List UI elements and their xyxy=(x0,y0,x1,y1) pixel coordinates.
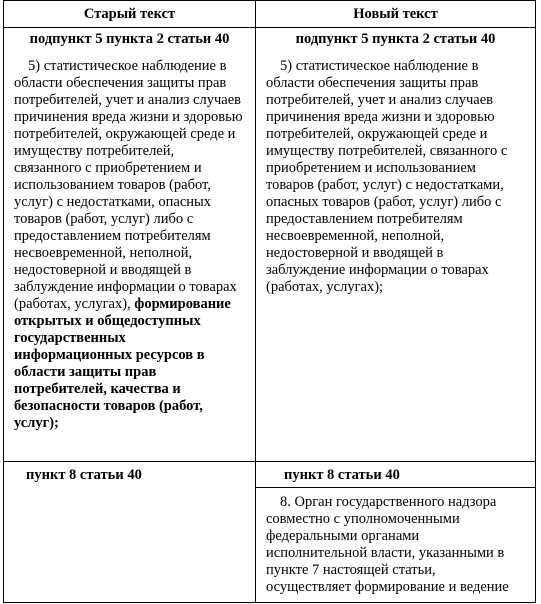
old-paragraph-removed-bold: формирование открытых и общедоступных государственных информационных ресурсов в области защиты прав потребителей, качества и безопасности товаров (работ, услуг); xyxy=(14,296,231,431)
old-text-cell xyxy=(4,462,256,603)
old-text-column-header: Старый текст xyxy=(4,1,256,28)
old-article-reference: пункт 8 статьи 40 xyxy=(26,467,142,483)
new-text-cell xyxy=(256,462,536,603)
new-paragraph-text: 5) статистическое наблюдение в области обеспечения защиты прав потребителей, учет и анализ случаев причинения вреда жизни и здоровью потребителей, окружающей среде и имуществу потребителей, связанного с приобретением и использованием товаров (работ, услуг) с недостатками, опасных товаров (работ, услуг) либо с предоставлением потребителям несвоевременной, неполной, недостоверной и вводящей в заблуждение информации о товарах (работах, услугах); xyxy=(266,58,508,295)
new-article-reference: пункт 8 статьи 40 xyxy=(256,462,535,488)
table-row xyxy=(4,28,536,462)
old-paragraph xyxy=(4,51,255,436)
new-article-reference: подпункт 5 пункта 2 статьи 40 xyxy=(295,31,496,47)
new-paragraph-text: 8. Орган государственного надзора совместно с уполномоченными федеральными органами исполнительной власти, указанными в пункте 7 настоящей статьи, осуществляет формирование и ведение xyxy=(266,494,509,595)
new-paragraph xyxy=(256,488,535,600)
table-row xyxy=(4,462,536,603)
new-paragraph xyxy=(256,51,535,300)
old-paragraph-text xyxy=(14,58,245,432)
new-text-cell xyxy=(256,28,536,462)
table-header-row xyxy=(4,1,536,28)
old-paragraph-plain: 5) статистическое наблюдение в области обеспечения защиты прав потребителей, учет и анализ случаев причинения вреда жизни и здоровью потребителей, окружающей среде и имуществу потребителей, связанного с приобретением и использованием товаров (работ, услуг) с недостатками, опасных товаров (работ, услуг) либо с предоставлением потребителям несвоевременной, неполной, недостоверной и вводящей в заблуждение информации о товарах (работах, услугах), xyxy=(14,58,243,312)
new-text-column-header: Новый текст xyxy=(256,1,536,28)
old-article-reference: подпункт 5 пункта 2 статьи 40 xyxy=(29,31,230,47)
comparison-table xyxy=(3,0,536,603)
old-text-cell xyxy=(4,28,256,462)
